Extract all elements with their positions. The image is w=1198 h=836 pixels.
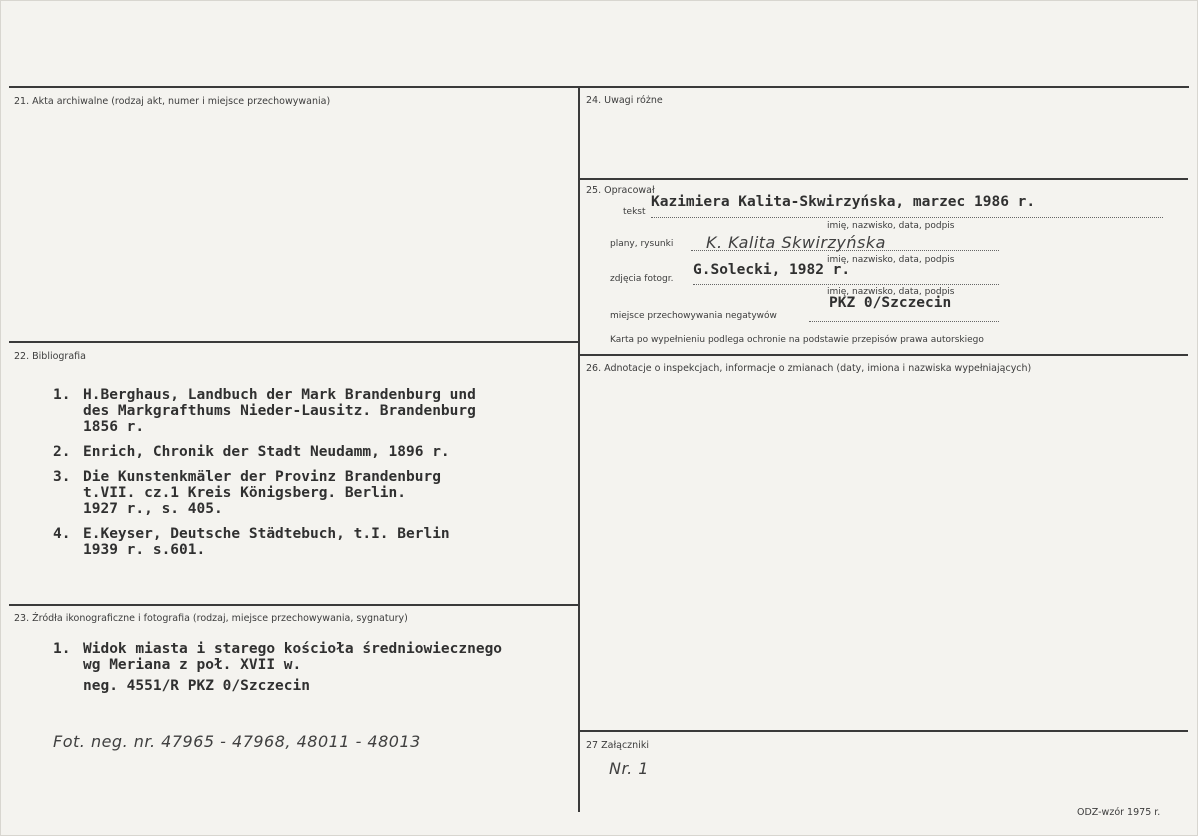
top-rule <box>9 86 1189 88</box>
left-rule-23 <box>9 604 578 606</box>
zdjecia-line <box>693 284 999 285</box>
attachments-handwritten: Nr. 1 <box>609 759 649 778</box>
copyright-note: Karta po wypełnieniu podlega ochronie na podstawie przepisów prawa autorskiego <box>610 335 984 345</box>
section-21-label: 21. Akta archiwalne (rodzaj akt, numer i miejsce przechowywania) <box>14 96 331 107</box>
iconography-item-line-2: wg Meriana z poł. XVII w. <box>83 657 302 673</box>
miejsce-line <box>809 321 999 322</box>
center-divider <box>578 87 580 812</box>
tekst-label: tekst <box>623 207 646 217</box>
plany-label: plany, rysunki <box>610 239 674 249</box>
bibliography-item-number: 2. <box>53 444 71 460</box>
zdjecia-value: G.Solecki, 1982 r. <box>693 262 851 278</box>
left-rule-22 <box>9 341 578 343</box>
bibliography-item-number: 4. <box>53 526 71 542</box>
bibliography-item-text: E.Keyser, Deutsche Städtebuch, t.I. Berlin 1939 r. s.601. <box>83 526 450 558</box>
zdjecia-hint: imię, nazwisko, data, podpis <box>827 287 955 297</box>
bibliography-item <box>53 469 573 517</box>
section-22-label: 22. Bibliografia <box>14 351 86 362</box>
section-23-label: 23. Źródła ikonograficzne i fotografia (rodzaj, miejsce przechowywania, sygnatury) <box>14 613 408 624</box>
bibliography-item-number: 1. <box>53 387 71 403</box>
bibliography-item-text: Enrich, Chronik der Stadt Neudamm, 1896 r. <box>83 444 450 460</box>
section-24-label: 24. Uwagi różne <box>586 95 663 106</box>
section-26-label: 26. Adnotacje o inspekcjach, informacje o zmianach (daty, imiona i nazwiska wypełniających) <box>586 363 1032 374</box>
zdjecia-label: zdjęcia fotogr. <box>610 274 674 284</box>
right-rule-27 <box>580 730 1188 732</box>
plany-value: K. Kalita Skwirzyńska <box>706 233 886 252</box>
bibliography-item <box>53 526 573 558</box>
iconography-item-number: 1. <box>53 641 71 657</box>
tekst-line <box>651 217 1163 218</box>
bibliography-item <box>53 387 573 435</box>
iconography-item-line-1: Widok miasta i starego kościoła średniowiecznego <box>83 641 503 657</box>
miejsce-label: miejsce przechowywania negatywów <box>610 311 777 321</box>
iconography-item-line-3: neg. 4551/R PKZ 0/Szczecin <box>83 678 310 694</box>
tekst-hint: imię, nazwisko, data, podpis <box>827 221 955 231</box>
right-rule-26 <box>580 354 1188 356</box>
miejsce-value: PKZ 0/Szczecin <box>829 295 952 311</box>
section-27-label: 27 Załączniki <box>586 740 649 751</box>
bibliography-item-text: Die Kunstenkmäler der Provinz Brandenburg t.VII. cz.1 Kreis Königsberg. Berlin. 1927 r., s. 405. <box>83 469 441 517</box>
bibliography-item-text: H.Berghaus, Landbuch der Mark Brandenburg und des Markgrafthums Nieder-Lausitz. Brandenburg 1856 r. <box>83 387 476 435</box>
photo-negatives-handwritten: Fot. neg. nr. 47965 - 47968, 48011 - 48013 <box>53 732 421 751</box>
bibliography-item-number: 3. <box>53 469 71 485</box>
bibliography-item <box>53 444 573 460</box>
plany-hint: imię, nazwisko, data, podpis <box>827 255 955 265</box>
form-id: ODZ-wzór 1975 r. <box>1077 807 1161 818</box>
tekst-value: Kazimiera Kalita-Skwirzyńska, marzec 1986 r. <box>651 194 1036 210</box>
section-25-label: 25. Opracował <box>586 185 655 196</box>
right-rule-25 <box>580 178 1188 180</box>
bibliography-list <box>53 387 573 567</box>
